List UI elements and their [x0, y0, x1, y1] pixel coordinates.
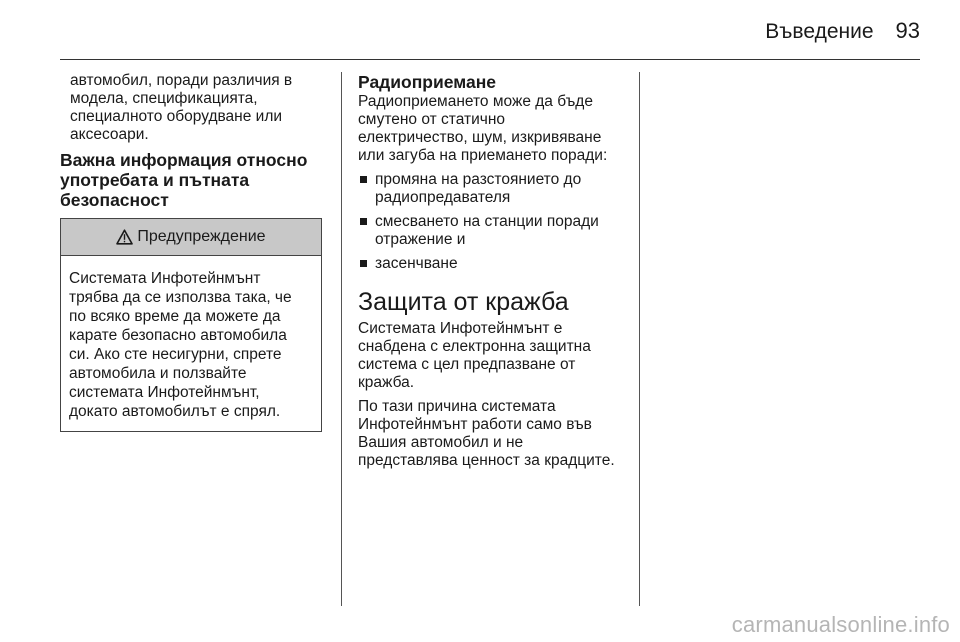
- watermark: carmanualsonline.info: [731, 612, 950, 637]
- heading-line: Важна информация относно: [60, 150, 308, 170]
- warning-triangle-icon: [116, 229, 133, 245]
- list-item-line: отражение и: [375, 231, 466, 248]
- warning-text: [61, 256, 321, 431]
- column-divider-left: [341, 72, 342, 606]
- list-item: [358, 171, 628, 207]
- theft-line: снабдена с електронна защитна: [358, 338, 591, 355]
- page-header-title: Въведение: [765, 20, 874, 43]
- theft-line: представлява ценност за крадците.: [358, 452, 615, 469]
- bullet-square-icon: [360, 176, 367, 183]
- warning-line: Системата Инфотейнмънт: [69, 270, 261, 287]
- intro-line: модела, спецификацията,: [70, 90, 258, 107]
- heading-line: употребата и пътната: [60, 170, 250, 190]
- radio-paragraph: [358, 93, 628, 165]
- header-rule: [60, 59, 920, 60]
- column-middle: [358, 72, 628, 470]
- list-item-line: смесването на станции поради: [375, 213, 599, 230]
- theft-line: Системата Инфотейнмънт е: [358, 320, 563, 337]
- theft-paragraph-2: [358, 398, 628, 470]
- column-divider-right: [639, 72, 640, 606]
- column-left: [60, 72, 322, 432]
- theft-line: Инфотейнмънт работи само във: [358, 416, 592, 433]
- warning-line: трябва да се използва така, че: [69, 289, 292, 306]
- page-header: [765, 18, 920, 44]
- radio-line: Радиоприемането може да бъде: [358, 93, 593, 110]
- intro-line: автомобил, поради различия в: [70, 72, 293, 89]
- safety-heading: [60, 150, 322, 210]
- radio-heading: Радиоприемане: [358, 72, 497, 92]
- intro-line: специалното оборудване или: [70, 108, 283, 125]
- list-item-line: радиопредавателя: [375, 189, 511, 206]
- theft-line: система с цел предпазване от: [358, 356, 576, 373]
- radio-line: смутено от статично: [358, 111, 506, 128]
- warning-line: докато автомобилът е спрял.: [69, 403, 281, 420]
- warning-line: системата Инфотейнмънт,: [69, 384, 260, 401]
- list-item-line: промяна на разстоянието до: [375, 171, 582, 188]
- list-item: [358, 255, 628, 273]
- warning-line: карате безопасно автомобила: [69, 327, 287, 344]
- theft-line: кражба.: [358, 374, 415, 391]
- bullet-square-icon: [360, 218, 367, 225]
- bullet-square-icon: [360, 260, 367, 267]
- warning-box: [60, 218, 322, 432]
- warning-header: [61, 219, 321, 256]
- list-item-line: засенчване: [375, 255, 458, 272]
- warning-title: Предупреждение: [137, 228, 266, 245]
- list-item: [358, 213, 628, 249]
- warning-line: си. Ако сте несигурни, спрете: [69, 346, 282, 363]
- theft-line: По тази причина системата: [358, 398, 556, 415]
- radio-line: или загуба на приемането поради:: [358, 147, 608, 164]
- intro-line: аксесоари.: [70, 126, 149, 143]
- heading-line: безопасност: [60, 190, 169, 210]
- theft-line: Вашия автомобил и не: [358, 434, 524, 451]
- interference-list: [358, 171, 628, 273]
- theft-heading: Защита от кражба: [358, 288, 569, 316]
- warning-line: по всяко време да можете да: [69, 308, 281, 325]
- warning-line: автомобила и ползвайте: [69, 365, 247, 382]
- page-number: 93: [895, 18, 920, 43]
- theft-paragraph-1: [358, 320, 628, 392]
- intro-paragraph: [70, 72, 322, 144]
- radio-line: електричество, шум, изкривяване: [358, 129, 602, 146]
